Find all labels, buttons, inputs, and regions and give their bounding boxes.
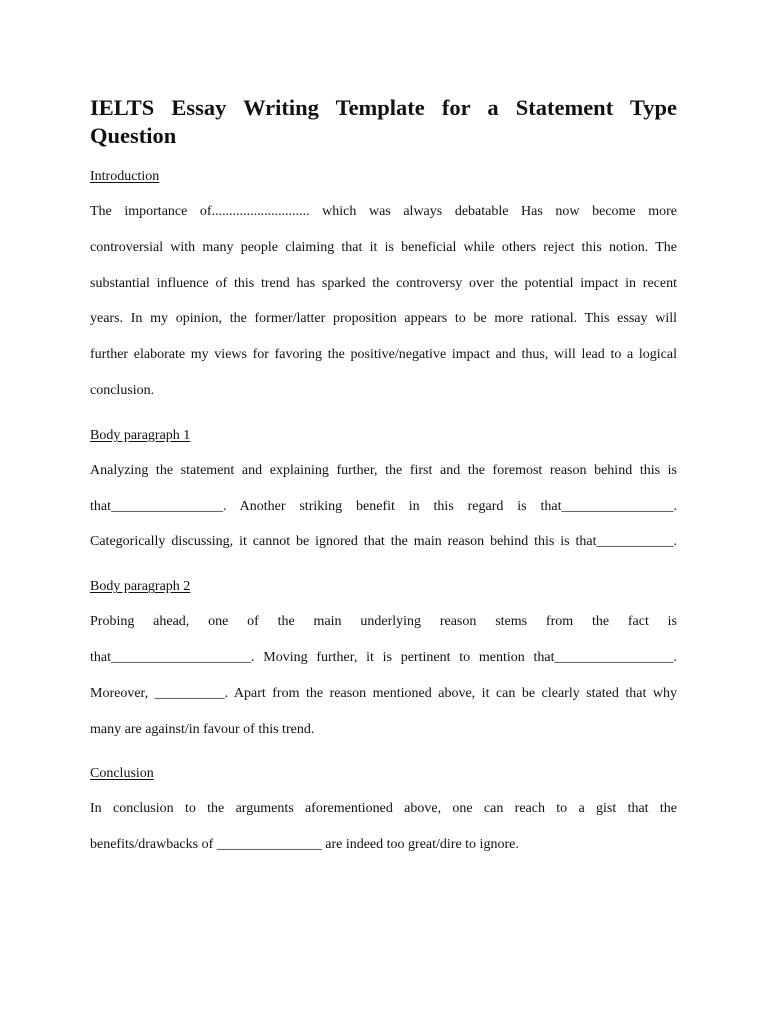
text-line: Probing ahead, one of the main underlying reason stems from the fact is	[90, 614, 677, 630]
text-line: Moreover, __________. Apart from the reason mentioned above, it can be clearly stated that why	[90, 685, 677, 701]
text-line: further elaborate my views for favoring the positive/negative impact and thus, will lead to a logical	[90, 347, 677, 363]
section-heading-body-paragraph-2: Body paragraph 2	[90, 579, 191, 595]
text-line: Analyzing the statement and explaining further, the first and the foremost reason behind this is	[90, 462, 677, 478]
section-heading-conclusion: Conclusion	[90, 766, 154, 782]
introduction-paragraph	[90, 194, 677, 409]
document-page	[90, 90, 677, 863]
text-line: many are against/in favour of this trend.	[90, 721, 315, 737]
text-line: The importance of............................ which was always debatable Has now become more	[90, 204, 677, 219]
text-line: Categorically discussing, it cannot be ignored that the main reason behind this is that___________.	[90, 534, 677, 550]
document-title: IELTS Essay Writing Template for a Statement Type Question	[90, 95, 677, 148]
text-line: controversial with many people claiming that it is beneficial while others reject this notion. The	[90, 239, 677, 255]
text-line: conclusion.	[90, 382, 155, 398]
body-paragraph-2	[90, 604, 677, 747]
text-line: In conclusion to the arguments aforementioned above, one can reach to a gist that the	[90, 801, 677, 817]
text-line: years. In my opinion, the former/latter proposition appears to be more rational. This essay will	[90, 311, 677, 327]
conclusion-paragraph	[90, 791, 677, 863]
section-heading-body-paragraph-1: Body paragraph 1	[90, 427, 191, 443]
body-paragraph-1	[90, 453, 677, 560]
section-heading-introduction: Introduction	[90, 169, 160, 184]
text-line: that____________________. Moving further, it is pertinent to mention that_________________.	[90, 649, 677, 665]
text-line: substantial influence of this trend has sparked the controversy over the potential impact in recent	[90, 275, 677, 291]
text-line: benefits/drawbacks of _______________ are indeed too great/dire to ignore.	[90, 837, 519, 853]
text-line: that________________. Another striking benefit in this regard is that________________.	[90, 498, 677, 514]
